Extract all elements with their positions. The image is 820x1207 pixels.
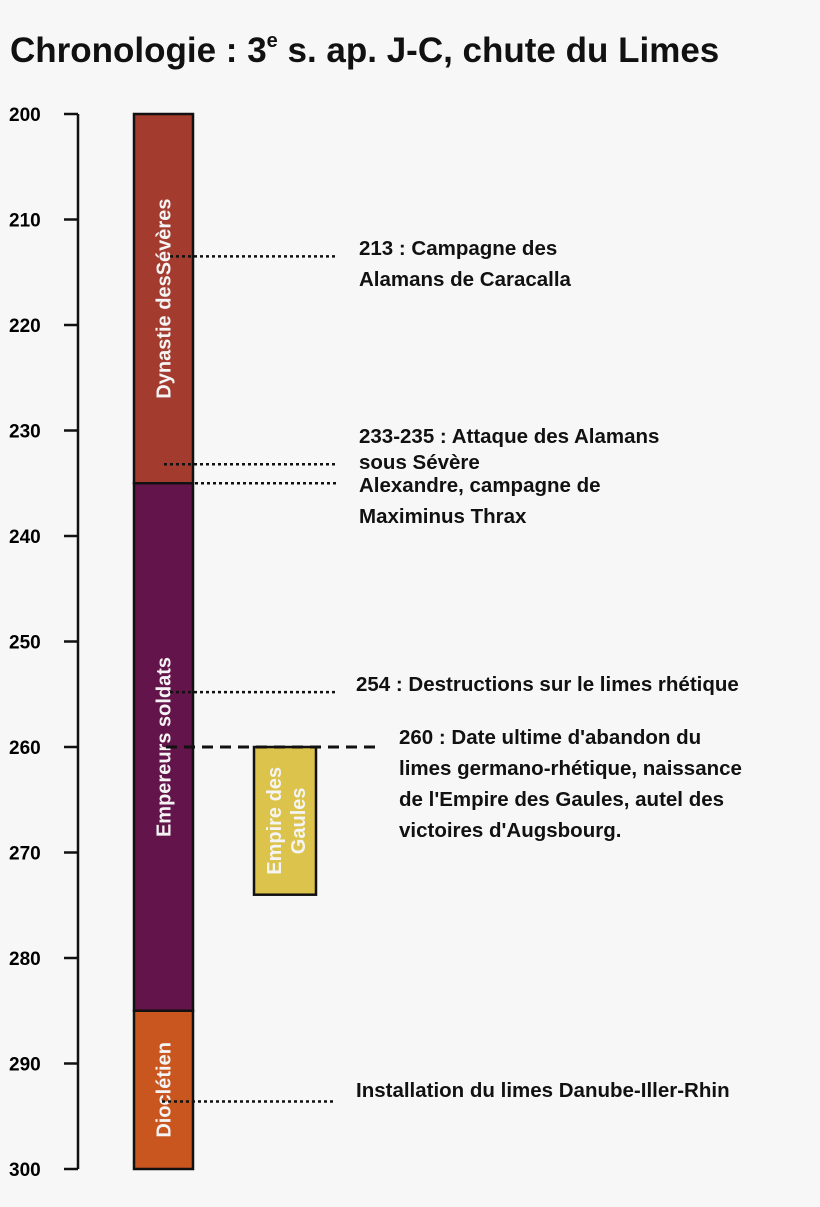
axis-tick-label: 240 bbox=[9, 527, 41, 548]
event-line: limes germano-rhétique, naissance bbox=[399, 757, 742, 780]
axis-tick-label: 200 bbox=[9, 105, 41, 126]
period-label-empereurs-soldats: Empereurs soldats bbox=[153, 656, 176, 838]
period-label-diocletien: Dioclétien bbox=[153, 1042, 176, 1138]
period-empire-gaules bbox=[254, 747, 316, 895]
axis-tick-label: 260 bbox=[9, 738, 41, 759]
axis-tick-label: 250 bbox=[9, 632, 41, 654]
axis-tick-label: 220 bbox=[9, 316, 41, 337]
event-line: sous Sévère bbox=[359, 451, 480, 474]
event-line: 260 : Date ultime d'abandon du bbox=[399, 726, 702, 749]
event-line: 254 : Destructions sur le limes rhétique bbox=[356, 673, 739, 696]
y-axis bbox=[9, 105, 78, 1181]
title-superscript: e bbox=[266, 30, 278, 52]
event-line: Alexandre, campagne de bbox=[359, 474, 601, 497]
event-label-293 bbox=[356, 1075, 730, 1106]
event-label-233 bbox=[359, 424, 659, 476]
event-line: 233-235 : Attaque des Alamans bbox=[359, 425, 660, 448]
event-line: de l'Empire des Gaules, autel des bbox=[399, 788, 725, 811]
event-line: victoires d'Augsbourg. bbox=[399, 819, 622, 842]
axis-tick-label: 230 bbox=[9, 421, 41, 443]
period-severes bbox=[134, 114, 193, 483]
axis-tick-label: 300 bbox=[9, 1160, 41, 1181]
title-prefix: Chronologie : 3 bbox=[10, 31, 267, 70]
event-label-260 bbox=[399, 722, 742, 846]
event-label-235 bbox=[359, 470, 601, 532]
event-label-254 bbox=[356, 669, 739, 700]
title-suffix: s. ap. J-C, chute du Limes bbox=[277, 31, 720, 70]
axis-tick-label: 290 bbox=[9, 1054, 41, 1076]
event-label-213 bbox=[359, 233, 571, 295]
event-line: 213 : Campagne des bbox=[359, 237, 558, 260]
axis-tick-label: 280 bbox=[9, 949, 41, 970]
event-line: Maximinus Thrax bbox=[359, 505, 527, 528]
period-label-empire-gaules-line2: Gaules bbox=[288, 787, 310, 855]
event-line: Installation du limes Danube-Iller-Rhin bbox=[356, 1079, 730, 1102]
event-line: Alamans de Caracalla bbox=[359, 268, 571, 291]
axis-ticks bbox=[9, 105, 78, 1181]
axis-tick-label: 210 bbox=[9, 210, 41, 232]
period-label-severes: Dynastie desSévères bbox=[153, 198, 176, 399]
period-label-empire-gaules-line1: Empire des bbox=[264, 766, 286, 875]
period-diocletien bbox=[134, 1011, 193, 1169]
axis-tick-label: 270 bbox=[9, 843, 41, 865]
